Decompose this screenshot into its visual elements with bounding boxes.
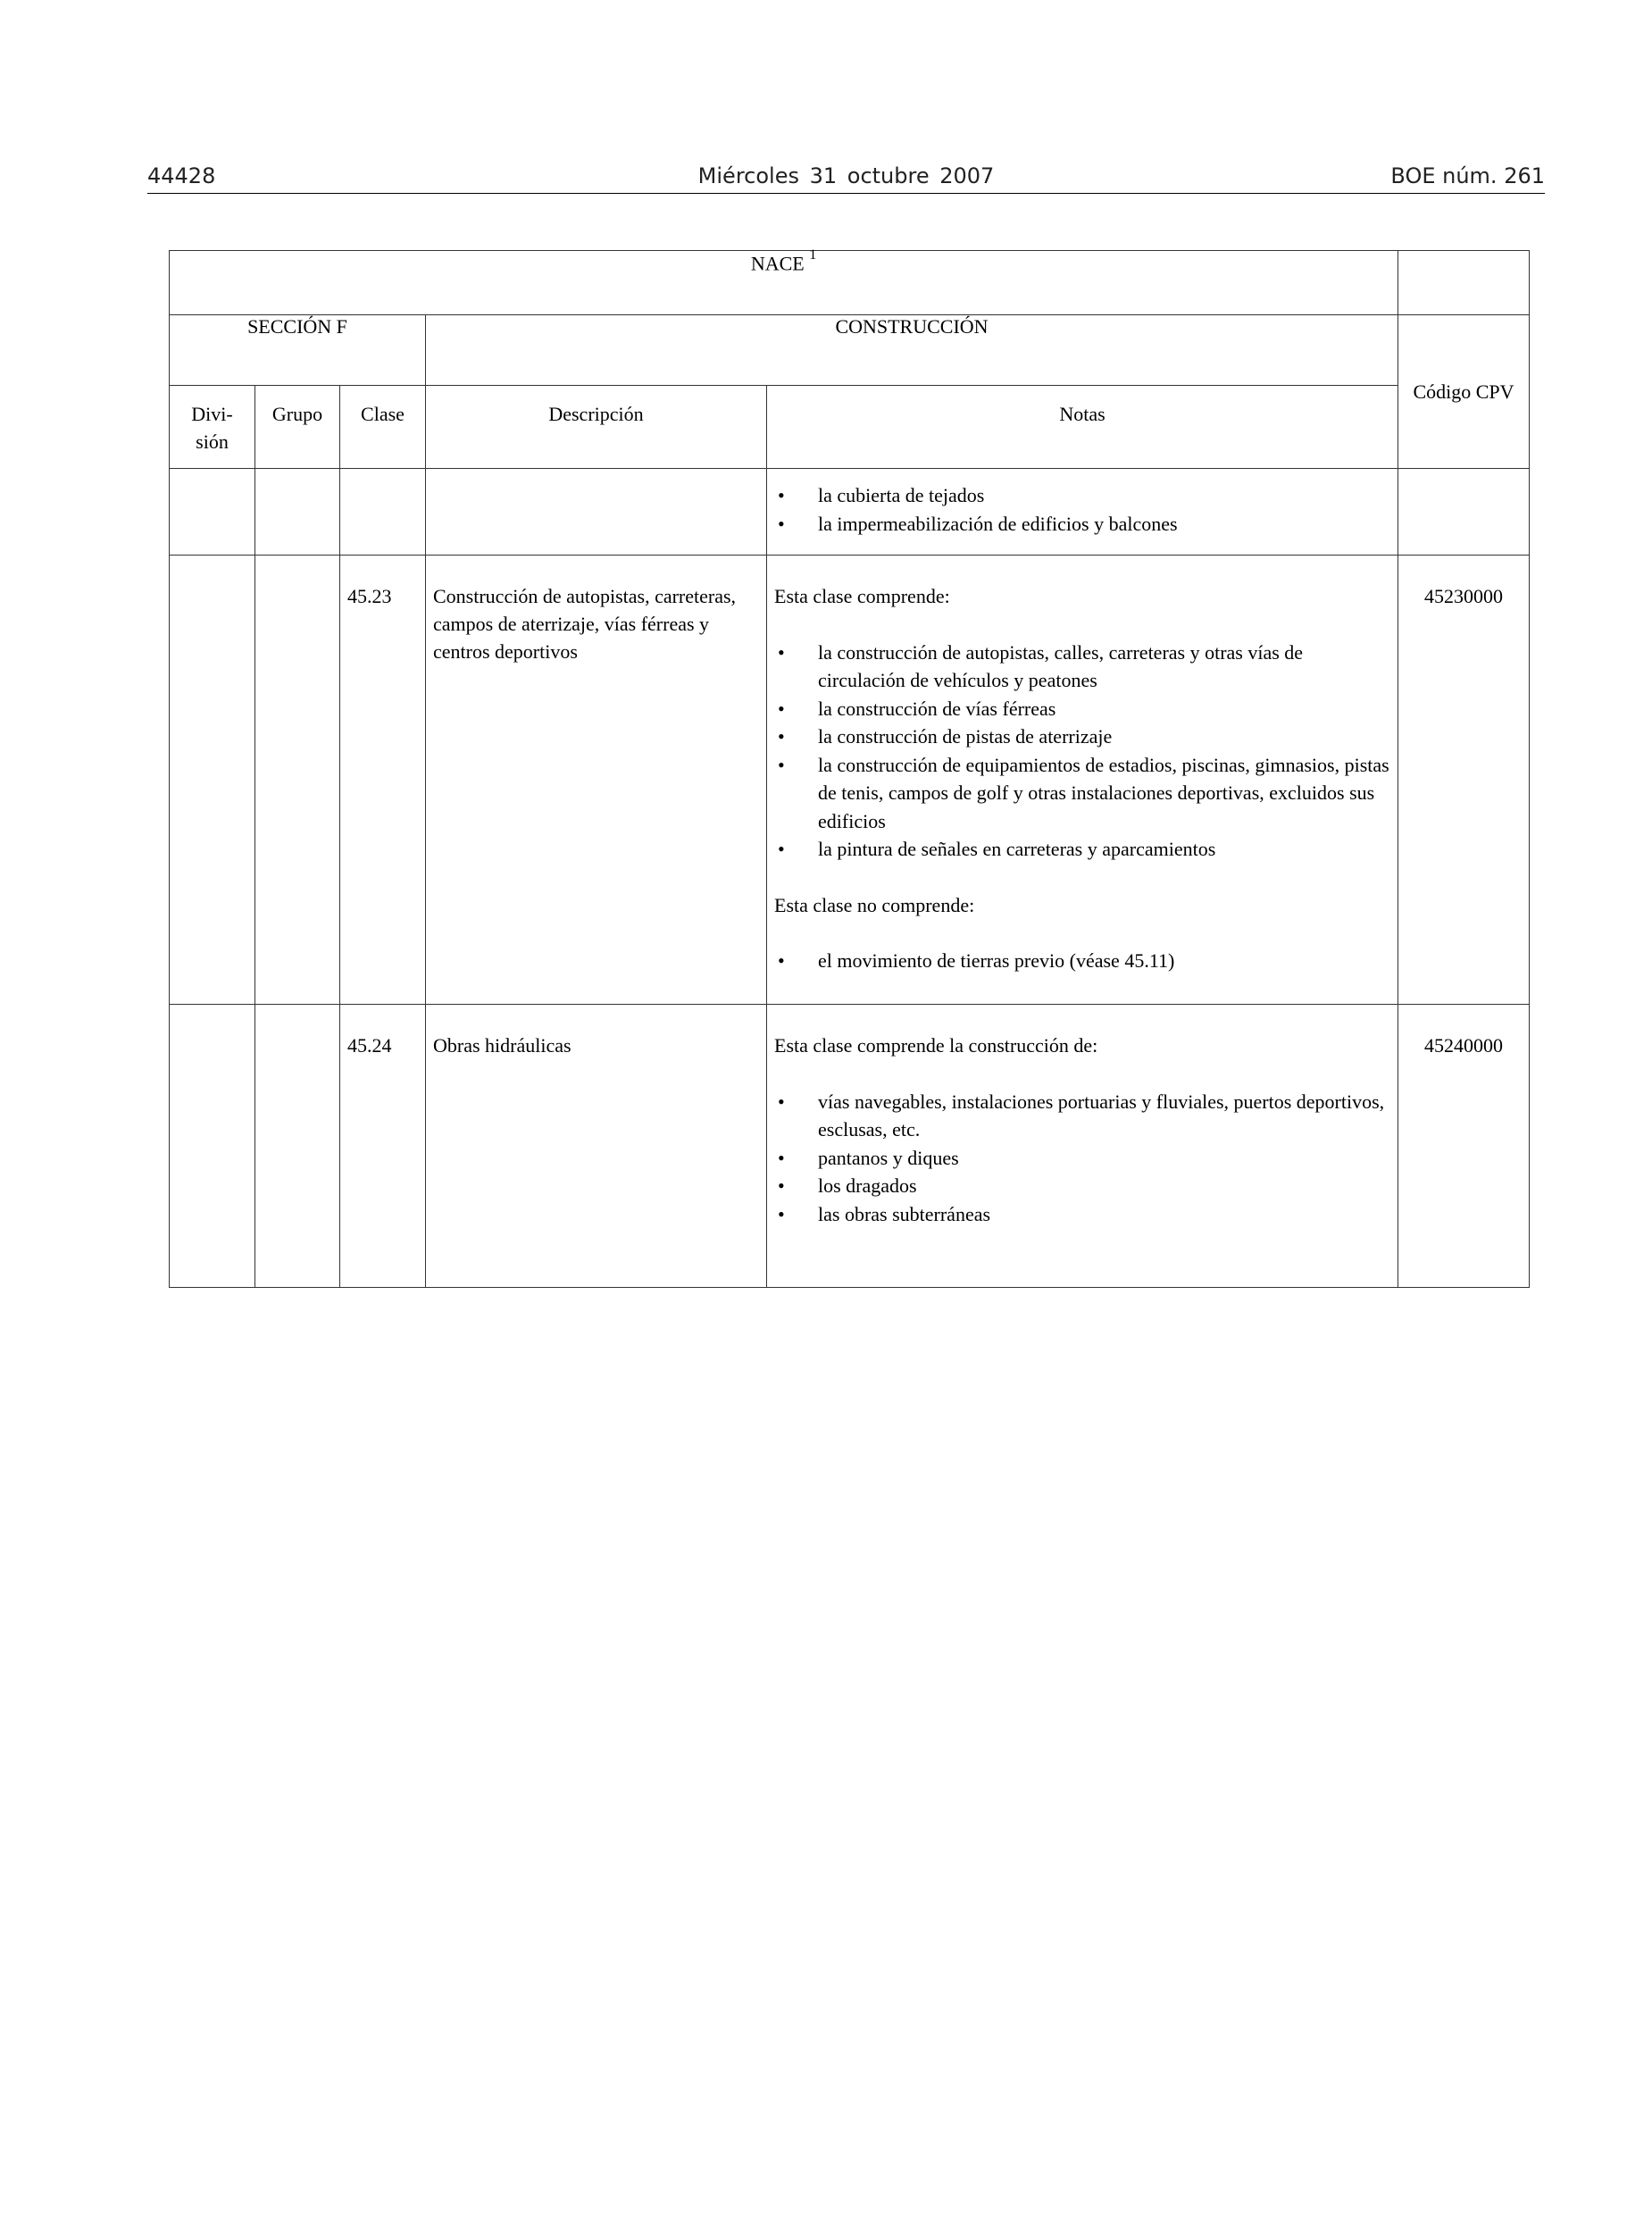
notas-cell <box>767 1005 1398 1288</box>
col-notas-header: Notas <box>767 386 1398 469</box>
clase-cell <box>340 556 426 1005</box>
section-name: CONSTRUCCIÓN <box>426 315 1398 386</box>
division-cell <box>170 1005 255 1288</box>
list-item: • pantanos y diques <box>774 1144 1390 1173</box>
list-item: • la construcción de pistas de aterrizaje <box>774 723 1390 751</box>
publication-date: Miércoles 31 octubre 2007 <box>697 163 995 188</box>
list-item: • las obras subterráneas <box>774 1200 1390 1229</box>
list-item: • vías navegables, instalaciones portuarias y fluviales, puertos deportivos, esclusas, etc. <box>774 1088 1390 1144</box>
col-descripcion-header: Descripción <box>426 386 767 469</box>
grupo-cell <box>255 556 340 1005</box>
descripcion-cell <box>426 469 767 556</box>
issue-number: BOE núm. 261 <box>1390 163 1545 188</box>
list-item: • la construcción de autopistas, calles, carreteras y otras vías de circulación de vehículos y peatones <box>774 639 1390 695</box>
list-item: • la cubierta de tejados <box>774 481 1390 510</box>
clase-code: 45.23 <box>347 585 392 607</box>
notas-cell <box>767 469 1398 556</box>
col-grupo-header: Grupo <box>255 386 340 469</box>
cpv-header: Código CPV <box>1398 315 1530 469</box>
section-label: SECCIÓN F <box>170 315 426 386</box>
table-row <box>170 1005 1530 1288</box>
cpv-cell <box>1398 556 1530 1005</box>
grupo-cell <box>255 469 340 556</box>
descripcion-text: Obras hidráulicas <box>433 1034 572 1057</box>
cpv-code: 45230000 <box>1424 585 1504 607</box>
page-header <box>147 161 1545 194</box>
clase-cell <box>340 1005 426 1288</box>
list-item: • los dragados <box>774 1172 1390 1200</box>
grupo-cell <box>255 1005 340 1288</box>
cpv-cell <box>1398 469 1530 556</box>
footnote-marker: 1 <box>809 247 817 263</box>
notes-list <box>774 481 1390 538</box>
empty-cell <box>1398 251 1530 315</box>
notes-list <box>774 639 1390 864</box>
clase-cell <box>340 469 426 556</box>
col-division-header: Divi- sión <box>170 386 255 469</box>
list-item: • la construcción de equipamientos de estadios, piscinas, gimnasios, pistas de tenis, campos de golf y otras instalaciones deportivas, excluidos sus edificios <box>774 751 1390 836</box>
division-cell <box>170 469 255 556</box>
nace-table <box>169 247 1530 1288</box>
notes-intro: Esta clase comprende la construcción de: <box>774 1034 1098 1057</box>
table-row <box>170 556 1530 1005</box>
cpv-cell <box>1398 1005 1530 1288</box>
descripcion-text: Construcción de autopistas, carreteras, campos de aterrizaje, vías férreas y centros deportivos <box>433 585 737 663</box>
division-cell <box>170 556 255 1005</box>
notes-list <box>774 1088 1390 1229</box>
descripcion-cell <box>426 1005 767 1288</box>
list-item: • la construcción de vías férreas <box>774 695 1390 723</box>
table-title-row <box>170 251 1530 315</box>
page-number: 44428 <box>147 163 216 188</box>
col-clase-header: Clase <box>340 386 426 469</box>
notes-exclusion-intro: Esta clase no comprende: <box>774 893 975 916</box>
column-header-row <box>170 386 1530 469</box>
section-row <box>170 315 1530 386</box>
list-item: • la impermeabilización de edificios y balcones <box>774 510 1390 539</box>
clase-code: 45.24 <box>347 1034 392 1057</box>
table-row <box>170 469 1530 556</box>
list-item: • el movimiento de tierras previo (véase 45.11) <box>774 947 1390 975</box>
list-item: • la pintura de señales en carreteras y aparcamientos <box>774 835 1390 864</box>
descripcion-cell <box>426 556 767 1005</box>
nace-title-cell <box>170 247 1398 315</box>
cpv-code: 45240000 <box>1424 1034 1504 1057</box>
notas-cell <box>767 556 1398 1005</box>
notes-exclusion-list <box>774 947 1390 975</box>
nace-title: NACE <box>750 252 805 275</box>
notes-intro: Esta clase comprende: <box>774 585 950 607</box>
